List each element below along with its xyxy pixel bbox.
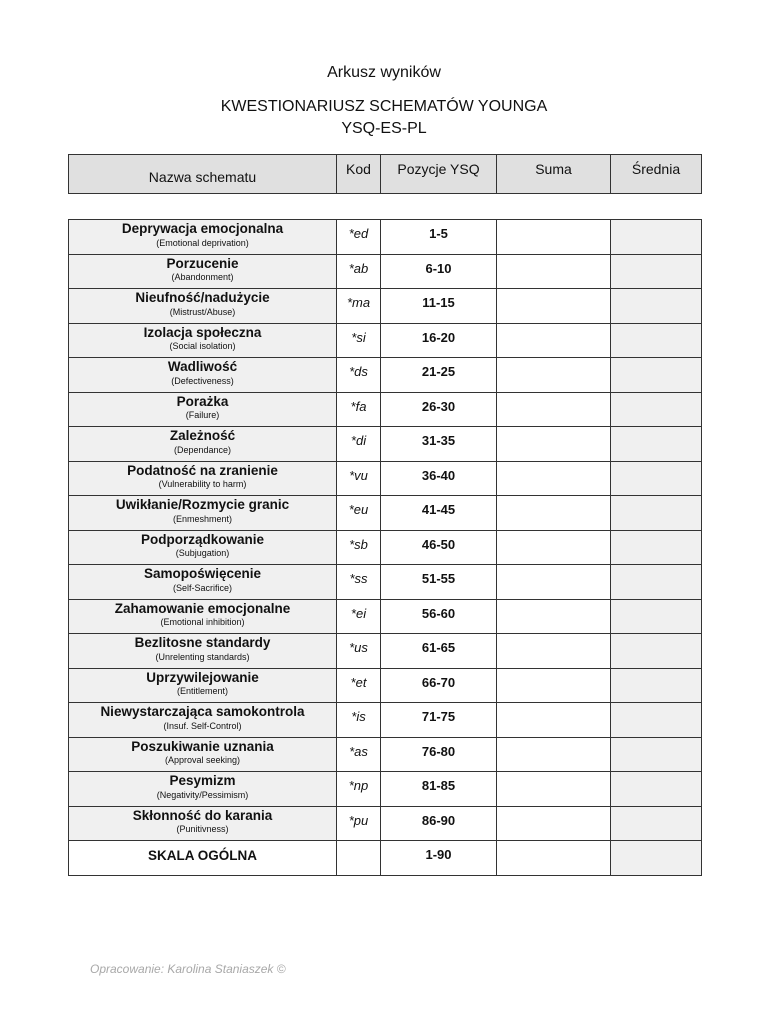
sum-input-cell[interactable]: [497, 289, 611, 324]
table-row: [69, 737, 702, 772]
total-code-cell: [337, 841, 381, 876]
average-input-cell[interactable]: [611, 634, 702, 669]
sum-input-cell[interactable]: [497, 461, 611, 496]
header-items: Pozycje YSQ: [381, 155, 497, 194]
schema-name: Nieufność/nadużycie: [135, 290, 270, 305]
average-input-cell[interactable]: [611, 392, 702, 427]
schema-items-range: 61-65: [381, 634, 497, 669]
header-schema-name: Nazwa schematu: [69, 155, 337, 194]
header-code: Kod: [337, 155, 381, 194]
footer-credit: Opracowanie: Karolina Staniaszek ©: [90, 962, 286, 976]
scores-table-body: [69, 220, 702, 876]
schema-name-cell: [69, 254, 337, 289]
schema-code: *ed: [337, 220, 381, 255]
average-input-cell[interactable]: [611, 323, 702, 358]
average-input-cell[interactable]: [611, 806, 702, 841]
schema-code: *et: [337, 668, 381, 703]
sum-input-cell[interactable]: [497, 530, 611, 565]
sum-input-cell[interactable]: [497, 392, 611, 427]
questionnaire-title: KWESTIONARIUSZ SCHEMATÓW YOUNGA: [220, 98, 548, 115]
average-input-cell[interactable]: [611, 496, 702, 531]
sum-input-cell[interactable]: [497, 806, 611, 841]
schema-name-cell: [69, 668, 337, 703]
schema-name: Deprywacja emocjonalna: [121, 221, 284, 236]
schema-code: *ab: [337, 254, 381, 289]
table-row: [69, 220, 702, 255]
table-row: [69, 323, 702, 358]
average-input-cell[interactable]: [611, 461, 702, 496]
schema-code: *vu: [337, 461, 381, 496]
schema-items-range: 31-35: [381, 427, 497, 462]
sum-input-cell[interactable]: [497, 254, 611, 289]
document-title: Arkusz wyników: [327, 64, 441, 81]
schema-english-name: (Subjugation): [175, 548, 230, 558]
schema-code: *is: [337, 703, 381, 738]
schema-name: Wadliwość: [167, 359, 238, 374]
schema-name-cell: [69, 772, 337, 807]
average-input-cell[interactable]: [611, 599, 702, 634]
sum-input-cell[interactable]: [497, 772, 611, 807]
total-label: SKALA OGÓLNA: [69, 841, 337, 876]
schema-items-range: 66-70: [381, 668, 497, 703]
average-input-cell[interactable]: [611, 254, 702, 289]
table-row: [69, 599, 702, 634]
schema-items-range: 86-90: [381, 806, 497, 841]
schema-code: *ma: [337, 289, 381, 324]
schema-name: Uprzywilejowanie: [146, 669, 259, 685]
schema-name-cell: [69, 737, 337, 772]
schema-english-name: (Defectiveness): [171, 375, 234, 386]
schema-name: Podatność na zranienie: [127, 462, 278, 478]
schema-english-name: (Punitivness): [176, 824, 229, 834]
schema-items-range: 56-60: [381, 599, 497, 634]
table-row: [69, 461, 702, 496]
average-input-cell[interactable]: [611, 220, 702, 255]
schema-name: Izolacja społeczna: [143, 324, 262, 340]
schema-items-range: 41-45: [381, 496, 497, 531]
sum-input-cell[interactable]: [497, 737, 611, 772]
table-row: [69, 634, 702, 669]
schema-code: *si: [337, 323, 381, 358]
schema-code: *fa: [337, 392, 381, 427]
schema-english-name: (Dependance): [173, 444, 232, 455]
sum-input-cell[interactable]: [497, 703, 611, 738]
schema-english-name: (Insuf. Self-Control): [163, 720, 242, 731]
schema-name: Bezlitosne standardy: [134, 635, 271, 650]
schema-code: *eu: [337, 496, 381, 531]
schema-english-name: (Negativity/Pessimism): [156, 789, 249, 800]
total-average-cell[interactable]: [611, 841, 702, 876]
average-input-cell[interactable]: [611, 530, 702, 565]
sum-input-cell[interactable]: [497, 565, 611, 600]
schema-items-range: 81-85: [381, 772, 497, 807]
total-row: [69, 841, 702, 876]
sum-input-cell[interactable]: [497, 668, 611, 703]
header-sum: Suma: [497, 155, 611, 194]
average-input-cell[interactable]: [611, 427, 702, 462]
questionnaire-code: YSQ-ES-PL: [341, 120, 427, 137]
table-row: [69, 392, 702, 427]
schema-english-name: (Enmeshment): [172, 513, 233, 524]
average-input-cell[interactable]: [611, 703, 702, 738]
schema-items-range: 1-5: [381, 220, 497, 255]
schema-english-name: (Social isolation): [169, 341, 236, 351]
schema-english-name: (Emotional inhibition): [160, 617, 245, 627]
table-row: [69, 496, 702, 531]
average-input-cell[interactable]: [611, 668, 702, 703]
header-average: Średnia: [611, 155, 702, 194]
scores-table: [68, 219, 702, 876]
total-items-range: 1-90: [381, 841, 497, 876]
sum-input-cell[interactable]: [497, 358, 611, 393]
schema-english-name: (Mistrust/Abuse): [169, 306, 236, 317]
sum-input-cell[interactable]: [497, 427, 611, 462]
schema-english-name: (Failure): [185, 410, 220, 420]
table-row: [69, 358, 702, 393]
schema-name: Podporządkowanie: [140, 531, 265, 547]
schema-code: *pu: [337, 806, 381, 841]
schema-name-cell: [69, 323, 337, 358]
schema-name-cell: [69, 461, 337, 496]
schema-english-name: (Self-Sacrifice): [172, 582, 232, 593]
schema-items-range: 11-15: [381, 289, 497, 324]
table-row: [69, 772, 702, 807]
schema-english-name: (Unrelenting standards): [155, 651, 250, 662]
schema-code: *ds: [337, 358, 381, 393]
schema-code: *us: [337, 634, 381, 669]
schema-name-cell: [69, 703, 337, 738]
schema-name: Pesymizm: [169, 773, 236, 788]
schema-name-cell: [69, 806, 337, 841]
table-row: [69, 427, 702, 462]
schema-items-range: 36-40: [381, 461, 497, 496]
schema-items-range: 76-80: [381, 737, 497, 772]
average-input-cell[interactable]: [611, 565, 702, 600]
table-row: [69, 565, 702, 600]
average-input-cell[interactable]: [611, 358, 702, 393]
schema-name: Porażka: [176, 393, 229, 409]
table-row: [69, 530, 702, 565]
schema-name: Porzucenie: [166, 255, 239, 271]
schema-english-name: (Emotional deprivation): [156, 237, 249, 248]
schema-name: Zależność: [169, 428, 236, 443]
schema-english-name: (Vulnerability to harm): [158, 479, 247, 489]
schema-name-cell: [69, 392, 337, 427]
sum-input-cell[interactable]: [497, 634, 611, 669]
schema-name-cell: [69, 530, 337, 565]
average-input-cell[interactable]: [611, 772, 702, 807]
schema-items-range: 26-30: [381, 392, 497, 427]
schema-code: *ei: [337, 599, 381, 634]
schema-items-range: 16-20: [381, 323, 497, 358]
table-row: [69, 289, 702, 324]
schema-name-cell: [69, 220, 337, 255]
sum-input-cell[interactable]: [497, 220, 611, 255]
sum-input-cell[interactable]: [497, 599, 611, 634]
schema-name-cell: [69, 358, 337, 393]
schema-code: *di: [337, 427, 381, 462]
average-input-cell[interactable]: [611, 289, 702, 324]
table-row: [69, 254, 702, 289]
schema-name-cell: [69, 565, 337, 600]
schema-english-name: (Entitlement): [176, 686, 229, 696]
schema-english-name: (Abandonment): [171, 272, 234, 282]
schema-code: *np: [337, 772, 381, 807]
schema-items-range: 21-25: [381, 358, 497, 393]
schema-name: Zahamowanie emocjonalne: [114, 600, 291, 616]
schema-items-range: 51-55: [381, 565, 497, 600]
sum-input-cell[interactable]: [497, 323, 611, 358]
header-table: [68, 154, 702, 194]
schema-name: Skłonność do karania: [132, 807, 273, 823]
schema-name: Uwikłanie/Rozmycie granic: [115, 497, 290, 512]
table-row: [69, 668, 702, 703]
schema-items-range: 46-50: [381, 530, 497, 565]
schema-name: Samopoświęcenie: [143, 566, 262, 581]
schema-name-cell: [69, 599, 337, 634]
total-sum-cell[interactable]: [497, 841, 611, 876]
schema-name: Poszukiwanie uznania: [131, 738, 274, 754]
schema-name-cell: [69, 496, 337, 531]
schema-name-cell: [69, 289, 337, 324]
schema-items-range: 6-10: [381, 254, 497, 289]
schema-name-cell: [69, 634, 337, 669]
table-row: [69, 703, 702, 738]
schema-code: *as: [337, 737, 381, 772]
schema-english-name: (Approval seeking): [164, 755, 241, 765]
table-row: [69, 806, 702, 841]
schema-name: Niewystarczająca samokontrola: [100, 704, 305, 719]
schema-code: *sb: [337, 530, 381, 565]
schema-code: *ss: [337, 565, 381, 600]
sum-input-cell[interactable]: [497, 496, 611, 531]
average-input-cell[interactable]: [611, 737, 702, 772]
schema-name-cell: [69, 427, 337, 462]
schema-items-range: 71-75: [381, 703, 497, 738]
